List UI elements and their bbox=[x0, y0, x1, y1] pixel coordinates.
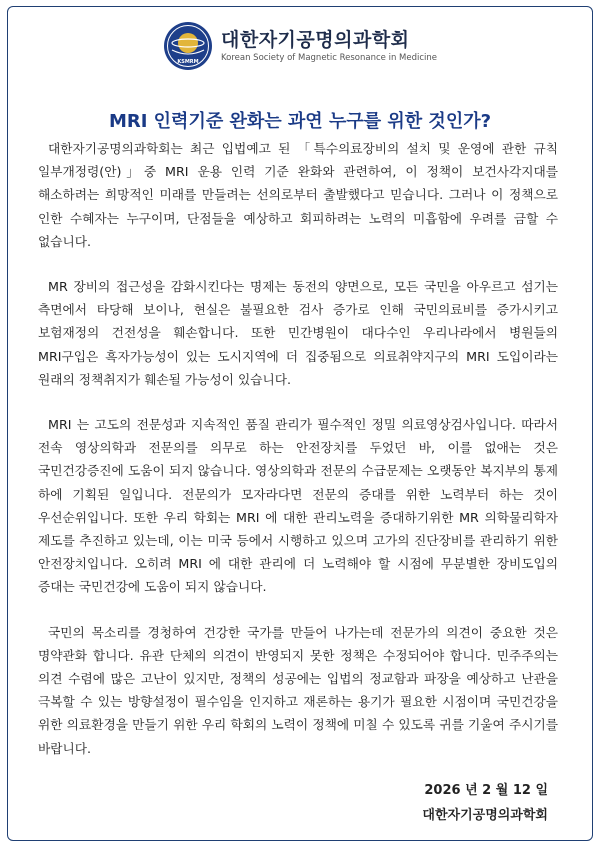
header bbox=[8, 21, 592, 71]
paragraph: 대한자기공명의과학회는 최근 입법예고 된 「특수의료장비의 설치 및 운영에 관한 규칙 일부개정령(안)」중 MRI 운용 인력 기준 완화와 관련하여, 이 정책이 보건사각지대를 해소하려는 희망적인 미래를 만들려는 선의로부터 출발했다고 믿습니다. 그러나 이 정책으로 인한 수혜자는 누구이며, 단점들을 예상하고 회피하려는 노력의 미흡함에 우려를 금할 수 없습니다. bbox=[38, 141, 558, 249]
org-name-block bbox=[221, 29, 437, 63]
org-name-english: Korean Society of Magnetic Resonance in Medicine bbox=[220, 53, 438, 63]
paragraph: 국민의 목소리를 경청하여 건강한 국가를 만들어 나가는데 전문가의 의견이 중요한 것은 명약관화 합니다. 유관 단체의 의견이 반영되지 못한 정책은 수정되어야 합니다. 민주주의는 의견 수렴에 많은 고난이 있지만, 정책의 성공에는 입법의 정교함과 파장을 예상하고 난관을 극복할 수 있는 방향설정이 필수임을 인지하고 재론하는 용기가 필요한 시점이며 국민건강을 위한 의료환경을 만들기 위한 우리 학회의 노력이 정책에 미칠 수 있도록 귀를 기울여 주시기를 바랍니다. bbox=[38, 624, 558, 756]
document-page bbox=[7, 6, 593, 841]
svg-text:KSMRM: KSMRM bbox=[177, 59, 199, 65]
document-date: 2026 년 2 월 12 일 bbox=[424, 783, 548, 798]
paragraph: MRI 는 고도의 전문성과 지속적인 품질 관리가 필수적인 정밀 의료영상검사입니다. 따라서 전속 영상의학과 전문의를 의무로 하는 안전장치를 두었던 바, 이를 없애는 것은 국민건강증진에 도움이 되지 않습니다. 영상의학과 전문의 수급문제는 오랫동안 복지부의 통제 하에 기획된 일입니다. 전문의가 모자라다면 전문의 증대를 위한 노력부터 하는 것이 우선순위입니다. 또한 우리 학회는 MRI 에 대한 관리노력을 증대하기위한 MR 의학물리학자 제도를 추진하고 있는데, 이는 미국 등에서 시행하고 있으며 고가의 진단장비를 관리하기 위한 안전장치입니다. 오히려 MRI 에 대한 관리에 더 노력해야 할 시점에 무분별한 장비도입의 증대는 국민건강에 도움이 되지 않습니다. bbox=[38, 417, 558, 595]
signature: 대한자기공명의과학회 bbox=[422, 808, 548, 823]
paragraph: MR 장비의 접근성을 감화시킨다는 명제는 동전의 양면으로, 모든 국민을 아우르고 섬기는 측면에서 타당해 보이나, 현실은 불필요한 검사 증가로 인해 국민의료비를 증가시키고 보험재정의 건전성을 훼손합니다. 또한 민간병원이 대다수인 우리나라에서 병원들의 MRI구입은 흑자가능성이 있는 도시지역에 더 집중됨으로 의료취약지구의 MRI 도입이라는 원래의 정책취지가 훼손될 가능성이 있습니다. bbox=[38, 279, 558, 387]
ksmrm-logo-icon bbox=[163, 21, 213, 71]
document-body bbox=[38, 137, 558, 782]
org-name-korean: 대한자기공명의과학회 bbox=[220, 29, 410, 51]
document-title: MRI 인력기준 완화는 과연 누구를 위한 것인가? bbox=[108, 111, 492, 132]
